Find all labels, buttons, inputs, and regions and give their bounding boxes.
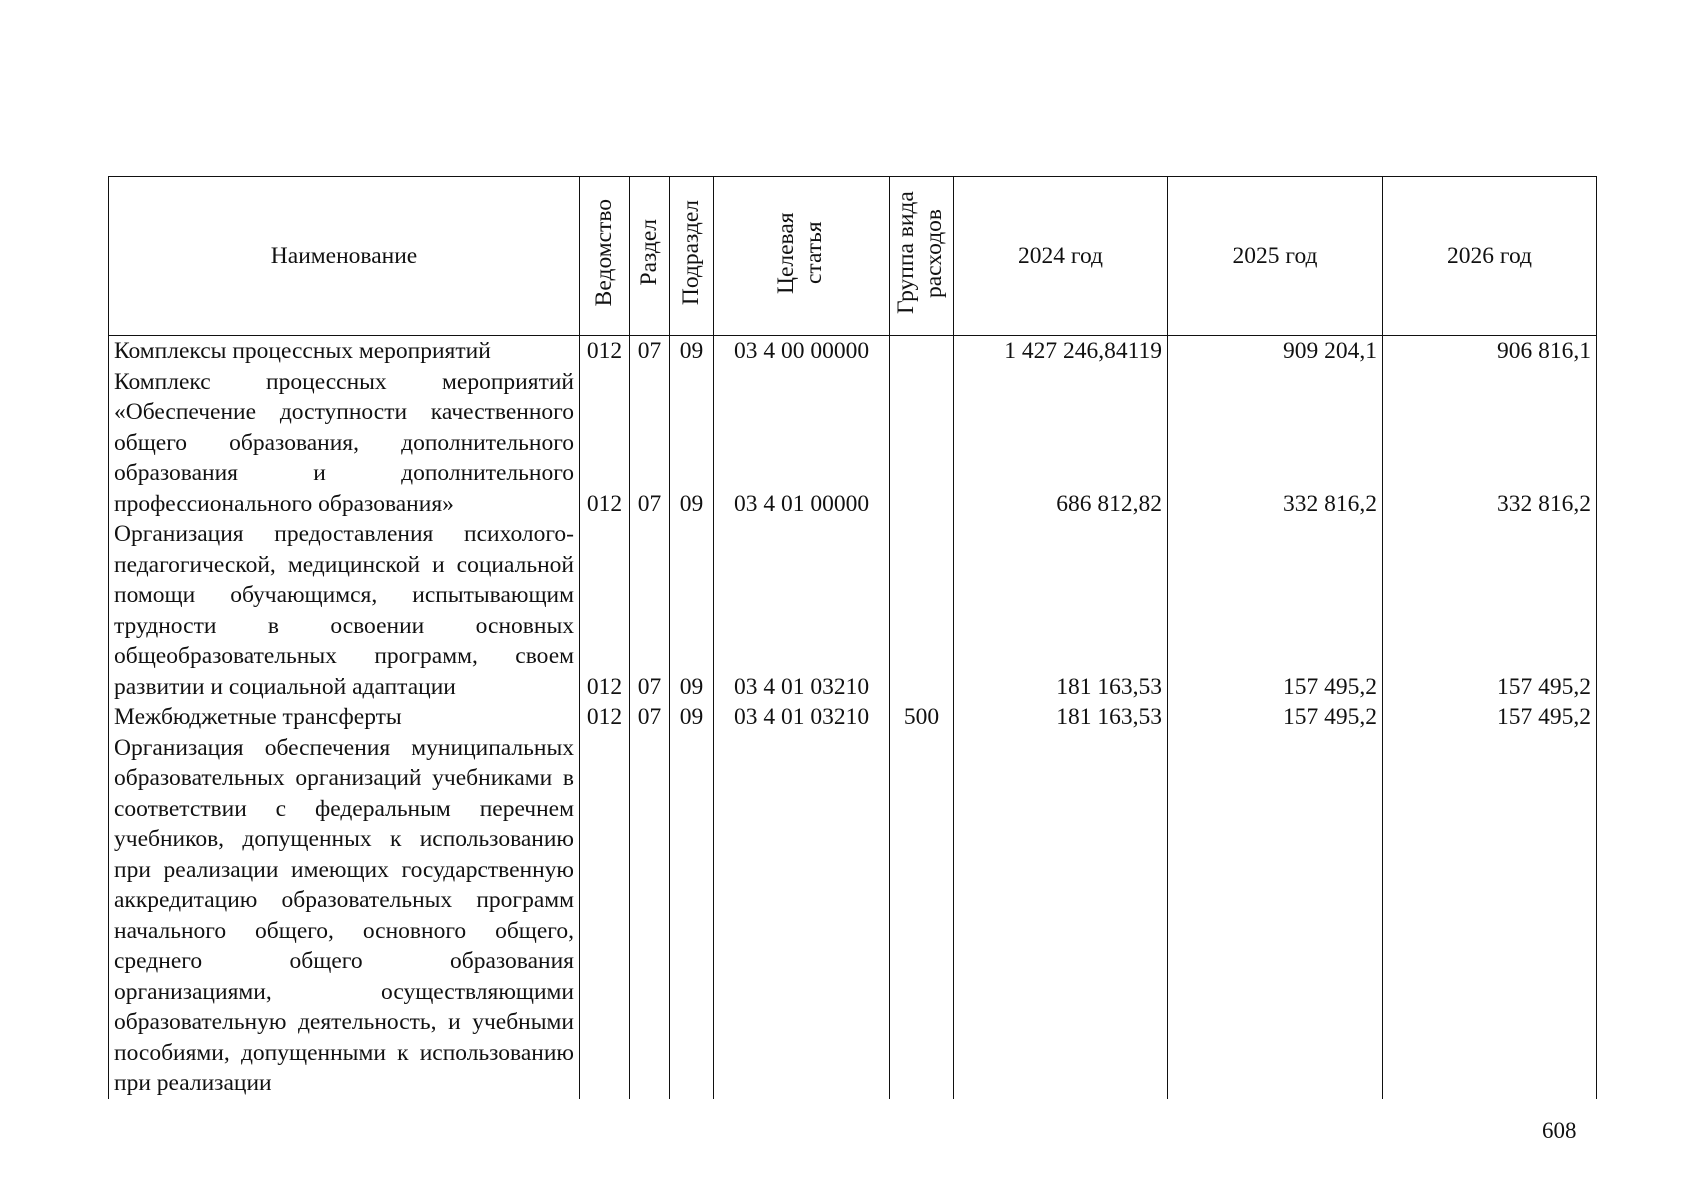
row-2026: 332 816,2 xyxy=(1383,367,1597,520)
row-2025 xyxy=(1168,733,1383,1099)
row-target: 03 4 01 03210 xyxy=(714,702,890,733)
row-section: 07 xyxy=(630,367,670,520)
row-subsection: 09 xyxy=(670,702,714,733)
row-name: Организация предоставления психолого-педагогической, медицинской и социальной помощи обучающимся, испытывающим трудности в освоении основных общеобразовательных программ, своем развитии и социальной адаптации xyxy=(109,519,580,702)
header-dept: Ведомство xyxy=(580,177,630,336)
row-section: 07 xyxy=(630,519,670,702)
row-section xyxy=(630,733,670,1099)
row-section: 07 xyxy=(630,336,670,367)
header-2025: 2025 год xyxy=(1168,177,1383,336)
page-number: 608 xyxy=(1542,1118,1577,1143)
row-subsection: 09 xyxy=(670,367,714,520)
row-2026: 906 816,1 xyxy=(1383,336,1597,367)
header-name: Наименование xyxy=(109,177,580,336)
row-subsection xyxy=(670,733,714,1099)
row-name: Организация обеспечения муниципальных образовательных организаций учебниками в соответствии с федеральным перечнем учебников, допущенных к использованию при реализации имеющих государственную аккредитацию образовательных программ начального общего, основного общего, среднего общего образования организациями, осуществляющими образовательную деятельность, и учебными пособиями, допущенными к использованию при реализации xyxy=(109,733,580,1099)
row-name: Комплекс процессных мероприятий «Обеспечение доступности качественного общего образования, дополнительного образования и дополнительного профессионального образования» xyxy=(109,367,580,520)
header-target-article: Целевая статья xyxy=(714,177,890,336)
row-2026 xyxy=(1383,733,1597,1099)
row-group xyxy=(890,519,954,702)
row-dept: 012 xyxy=(580,702,630,733)
header-2026: 2026 год xyxy=(1383,177,1597,336)
row-group: 500 xyxy=(890,702,954,733)
row-target: 03 4 01 03210 xyxy=(714,519,890,702)
header-2024: 2024 год xyxy=(954,177,1168,336)
table-row xyxy=(109,733,1597,1099)
header-section: Раздел xyxy=(630,177,670,336)
row-dept xyxy=(580,733,630,1099)
row-2024 xyxy=(954,733,1168,1099)
row-target xyxy=(714,733,890,1099)
row-target: 03 4 01 00000 xyxy=(714,367,890,520)
row-2025: 332 816,2 xyxy=(1168,367,1383,520)
row-dept: 012 xyxy=(580,367,630,520)
table-header-row xyxy=(109,177,1597,336)
row-group xyxy=(890,733,954,1099)
row-name: Комплексы процессных мероприятий xyxy=(109,336,580,367)
row-2024: 686 812,82 xyxy=(954,367,1168,520)
row-section: 07 xyxy=(630,702,670,733)
row-2026: 157 495,2 xyxy=(1383,702,1597,733)
row-2025: 909 204,1 xyxy=(1168,336,1383,367)
header-subsection: Подраздел xyxy=(670,177,714,336)
table-row xyxy=(109,336,1597,367)
row-subsection: 09 xyxy=(670,336,714,367)
row-2024: 1 427 246,84119 xyxy=(954,336,1168,367)
row-group xyxy=(890,367,954,520)
row-2024: 181 163,53 xyxy=(954,519,1168,702)
row-dept: 012 xyxy=(580,336,630,367)
row-2025: 157 495,2 xyxy=(1168,702,1383,733)
header-expense-group: Группа вида расходов xyxy=(890,177,954,336)
row-group xyxy=(890,336,954,367)
row-subsection: 09 xyxy=(670,519,714,702)
row-name: Межбюджетные трансферты xyxy=(109,702,580,733)
row-2026: 157 495,2 xyxy=(1383,519,1597,702)
row-2025: 157 495,2 xyxy=(1168,519,1383,702)
row-2024: 181 163,53 xyxy=(954,702,1168,733)
table-row xyxy=(109,519,1597,702)
table-row xyxy=(109,367,1597,520)
row-target: 03 4 00 00000 xyxy=(714,336,890,367)
budget-table xyxy=(108,176,1597,1099)
table-row xyxy=(109,702,1597,733)
row-dept: 012 xyxy=(580,519,630,702)
